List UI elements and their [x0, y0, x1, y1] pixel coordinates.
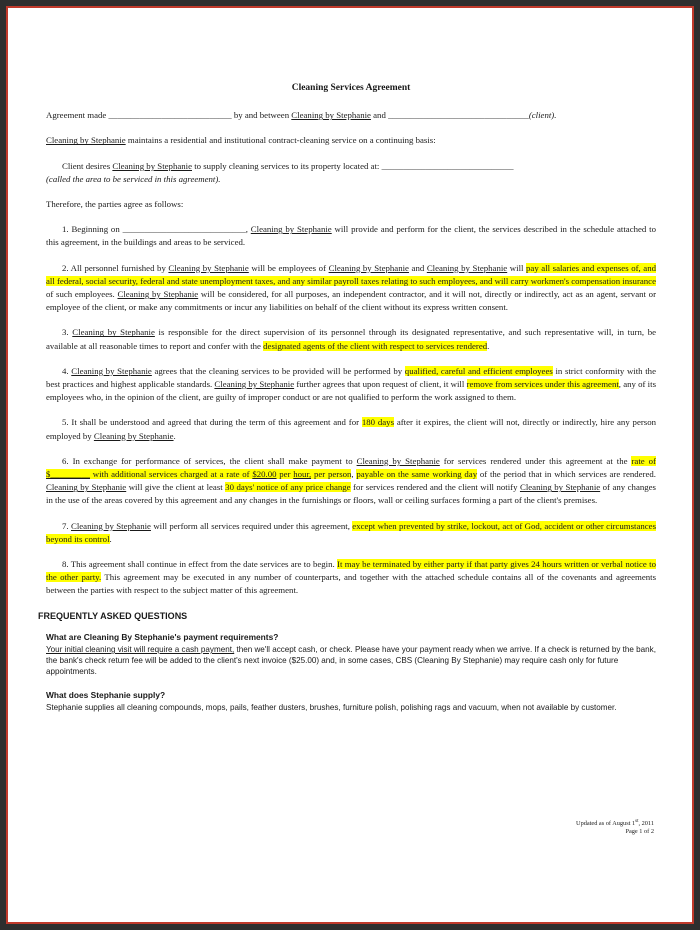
clause-5-text: .	[173, 430, 176, 441]
highlight: payable on the same working day	[356, 469, 478, 480]
company-name: Cleaning by Stephanie	[356, 455, 440, 466]
company-name: Cleaning by Stephanie	[519, 482, 601, 493]
updated-prefix: Updated as of August 1	[576, 820, 636, 828]
area-note: (called the area to be serviced in this agreement).	[46, 173, 221, 184]
clause-5	[46, 416, 656, 442]
highlight: per person	[311, 469, 352, 480]
company-name: Cleaning by Stephanie	[117, 289, 199, 300]
clause-1-text: will provide and perform for the client, the services described in the schedule attached to this agreement, in the buildings and areas to be serviced.	[46, 224, 656, 248]
document-page	[38, 78, 657, 725]
company-name: Cleaning by Stephanie	[93, 430, 174, 441]
clause-3-text: is responsible for the direct supervision of its personnel through its designated representative, and such representative will, in turn, be available at all reasonable times to report and confer with the	[46, 327, 657, 351]
frame-bottom	[0, 924, 700, 930]
clause-5-text: after it expires, the client will not, directly or indirectly, hire any person employed by	[46, 417, 656, 441]
client-desires-prefix: Client desires	[62, 160, 113, 171]
clause-8-text: This agreement may be executed in any number of counterparts, and together with the attached schedule contains all of the covenants and agreements between the parties with respect to the subject matter of this agreement.	[46, 572, 656, 596]
faq-answer-1-text: then we'll accept cash, or check. Please have your payment ready when we arrive. If a check is returned by the bank, the bank's check return fee will be added to the client's next invoice ($25.00) and, in some cases, CBS (Cleaning By Stephanie) may require cash only for future appointments.	[46, 645, 656, 677]
updated-suffix: , 2011	[638, 820, 654, 828]
clause-6-text: of any changes in the use of the areas covered by this agreement and any changes in the furnishings or floors, wall or ceiling surfaces forming a part of the client's premises.	[46, 482, 656, 506]
clause-2-text: and	[408, 262, 427, 273]
hourly-rate: $20.00	[252, 469, 277, 480]
highlight: hour,	[293, 469, 312, 480]
clause-3-text: .	[487, 340, 490, 351]
highlight: remove from services under this agreement	[466, 379, 619, 390]
rate-blank: $_________	[46, 469, 90, 480]
clause-6-text: for services rendered under this agreement at the	[439, 455, 632, 466]
clause-4-text: agrees that the cleaning services to be provided will be performed by	[151, 365, 405, 376]
clause-2-text: will be employees of	[248, 262, 329, 273]
highlight: 30 days' notice of any price change	[225, 482, 351, 493]
client-label: (client).	[528, 110, 557, 121]
updated-date	[576, 818, 654, 828]
clause-3	[46, 326, 656, 352]
clause-6-text: for services rendered and the client will notify	[350, 482, 520, 493]
clause-6-text: of the period that in which services are rendered.	[477, 469, 656, 480]
therefore-paragraph: Therefore, the parties agree as follows:	[46, 199, 184, 210]
clause-2-text: will be considered, for all purposes, an independent contractor, and it will not, directly or indirectly, act as an agent, servant or employee of the client, or make any commitments or incur any liabilities on behalf of the client without its express written consent.	[46, 289, 656, 313]
clause-2-prefix: 2. All personnel furnished by	[62, 262, 169, 273]
clause-7-text: .	[109, 533, 112, 544]
intro-prefix: Agreement made	[46, 110, 109, 121]
clause-4	[46, 365, 656, 405]
clause-4-text: in strict conformity with the best practices and highest applicable standards.	[46, 365, 656, 390]
client-desires-text: to supply cleaning services to its property located at:	[192, 160, 382, 171]
highlight: rate of	[631, 455, 656, 466]
faq-answer-1	[46, 644, 656, 677]
clause-2-text: of such employees.	[46, 289, 118, 300]
clause-5-prefix: 5. It shall be understood and agreed that during the term of this agreement and for	[62, 417, 362, 428]
clause-1	[46, 223, 656, 249]
company-name: Cleaning by Stephanie	[168, 262, 249, 273]
company-name: Cleaning by Stephanie	[426, 262, 508, 273]
highlight: It may be terminated by either party if that party gives 24 hours written or verbal notice to the other party.	[46, 559, 656, 583]
clause-3-prefix: 3.	[62, 327, 73, 338]
highlight: pay all salaries and expenses of, and all federal, social security, federal and state unemployment taxes, and any similar payroll taxes relating to such employees, and will carry workmen's compensation insurance	[46, 262, 656, 286]
highlight: except when prevented by strike, lockout, act of God, accident or other circumstances beyond its control	[46, 520, 656, 544]
company-name: Cleaning by Stephanie	[291, 110, 371, 121]
company-name: Cleaning by Stephanie	[72, 327, 155, 338]
date-blank: ____________________________	[108, 110, 232, 121]
clause-1-prefix: 1. Beginning on	[62, 224, 123, 235]
start-date-blank: ____________________________	[122, 224, 246, 235]
company-name: Cleaning by Stephanie	[250, 224, 332, 235]
highlight: per	[276, 469, 294, 480]
client-blank: ________________________________	[388, 110, 529, 121]
page-footer	[576, 818, 654, 836]
clause-8-prefix: 8. This agreement shall continue in effect from the date services are to begin.	[62, 559, 338, 570]
service-statement	[46, 134, 656, 147]
document-title: Cleaning Services Agreement	[291, 83, 411, 93]
faq-answer-1-underlined: Your initial cleaning visit will require a cash payment,	[46, 645, 235, 655]
faq-question-2: What does Stephanie supply?	[46, 690, 166, 701]
clause-6-prefix: 6. In exchange for performance of services, the client shall make payment to	[62, 455, 357, 466]
clause-7-prefix: 7.	[62, 520, 71, 531]
clause-6-text: will give the client at least	[126, 482, 226, 493]
intro-paragraph	[46, 109, 656, 122]
highlight: with additional services charged at a rate of	[89, 469, 253, 480]
company-name: Cleaning by Stephanie	[214, 379, 295, 390]
company-name: Cleaning by Stephanie	[328, 262, 409, 273]
clause-2	[46, 262, 656, 315]
clause-6	[46, 455, 656, 508]
clause-4-text: , any of its employees who, in the opinion of the client, are guilty of improper conduct or are not qualified to perform the work assigned to them.	[46, 379, 656, 403]
clause-7	[46, 520, 656, 546]
company-name: Cleaning by Stephanie	[46, 482, 127, 493]
intro-mid2: and	[370, 110, 389, 121]
company-name: Cleaning by Stephanie	[112, 160, 192, 171]
service-text: maintains a residential and institutional contract-cleaning service on a continuing basis:	[125, 135, 436, 146]
clause-8	[46, 558, 656, 598]
company-name: Cleaning by Stephanie	[70, 520, 151, 531]
highlight: qualified, careful and efficient employees	[404, 365, 553, 376]
intro-mid: by and between	[231, 110, 292, 121]
company-name: Cleaning by Stephanie	[46, 135, 126, 146]
clause-6-text: ,	[351, 469, 357, 480]
highlight: 180 days	[361, 417, 394, 428]
clause-1-mid: ,	[245, 224, 251, 235]
client-desires-paragraph	[46, 160, 656, 186]
highlight: designated agents of the client with respect to services rendered	[263, 340, 488, 351]
clause-4-prefix: 4.	[62, 365, 72, 376]
frame-right	[694, 0, 700, 930]
clause-7-text: will perform all services required under this agreement,	[150, 520, 353, 531]
company-name: Cleaning by Stephanie	[71, 365, 152, 376]
faq-question-1: What are Cleaning By Stephanie's payment requirements?	[46, 631, 279, 642]
clause-2-text: will	[507, 262, 527, 273]
page-number: Page 1 of 2	[625, 828, 654, 836]
clause-4-text: further agrees that upon request of client, it will	[294, 379, 467, 390]
faq-answer-2: Stephanie supplies all cleaning compounds, mops, pails, feather dusters, brushes, furniture polish, polishing rags and vacuum, when not available by customer.	[46, 703, 617, 713]
faq-heading: FREQUENTLY ASKED QUESTIONS	[38, 610, 188, 621]
address-blank: ______________________________	[381, 160, 514, 171]
updated-sup: st	[635, 819, 639, 824]
